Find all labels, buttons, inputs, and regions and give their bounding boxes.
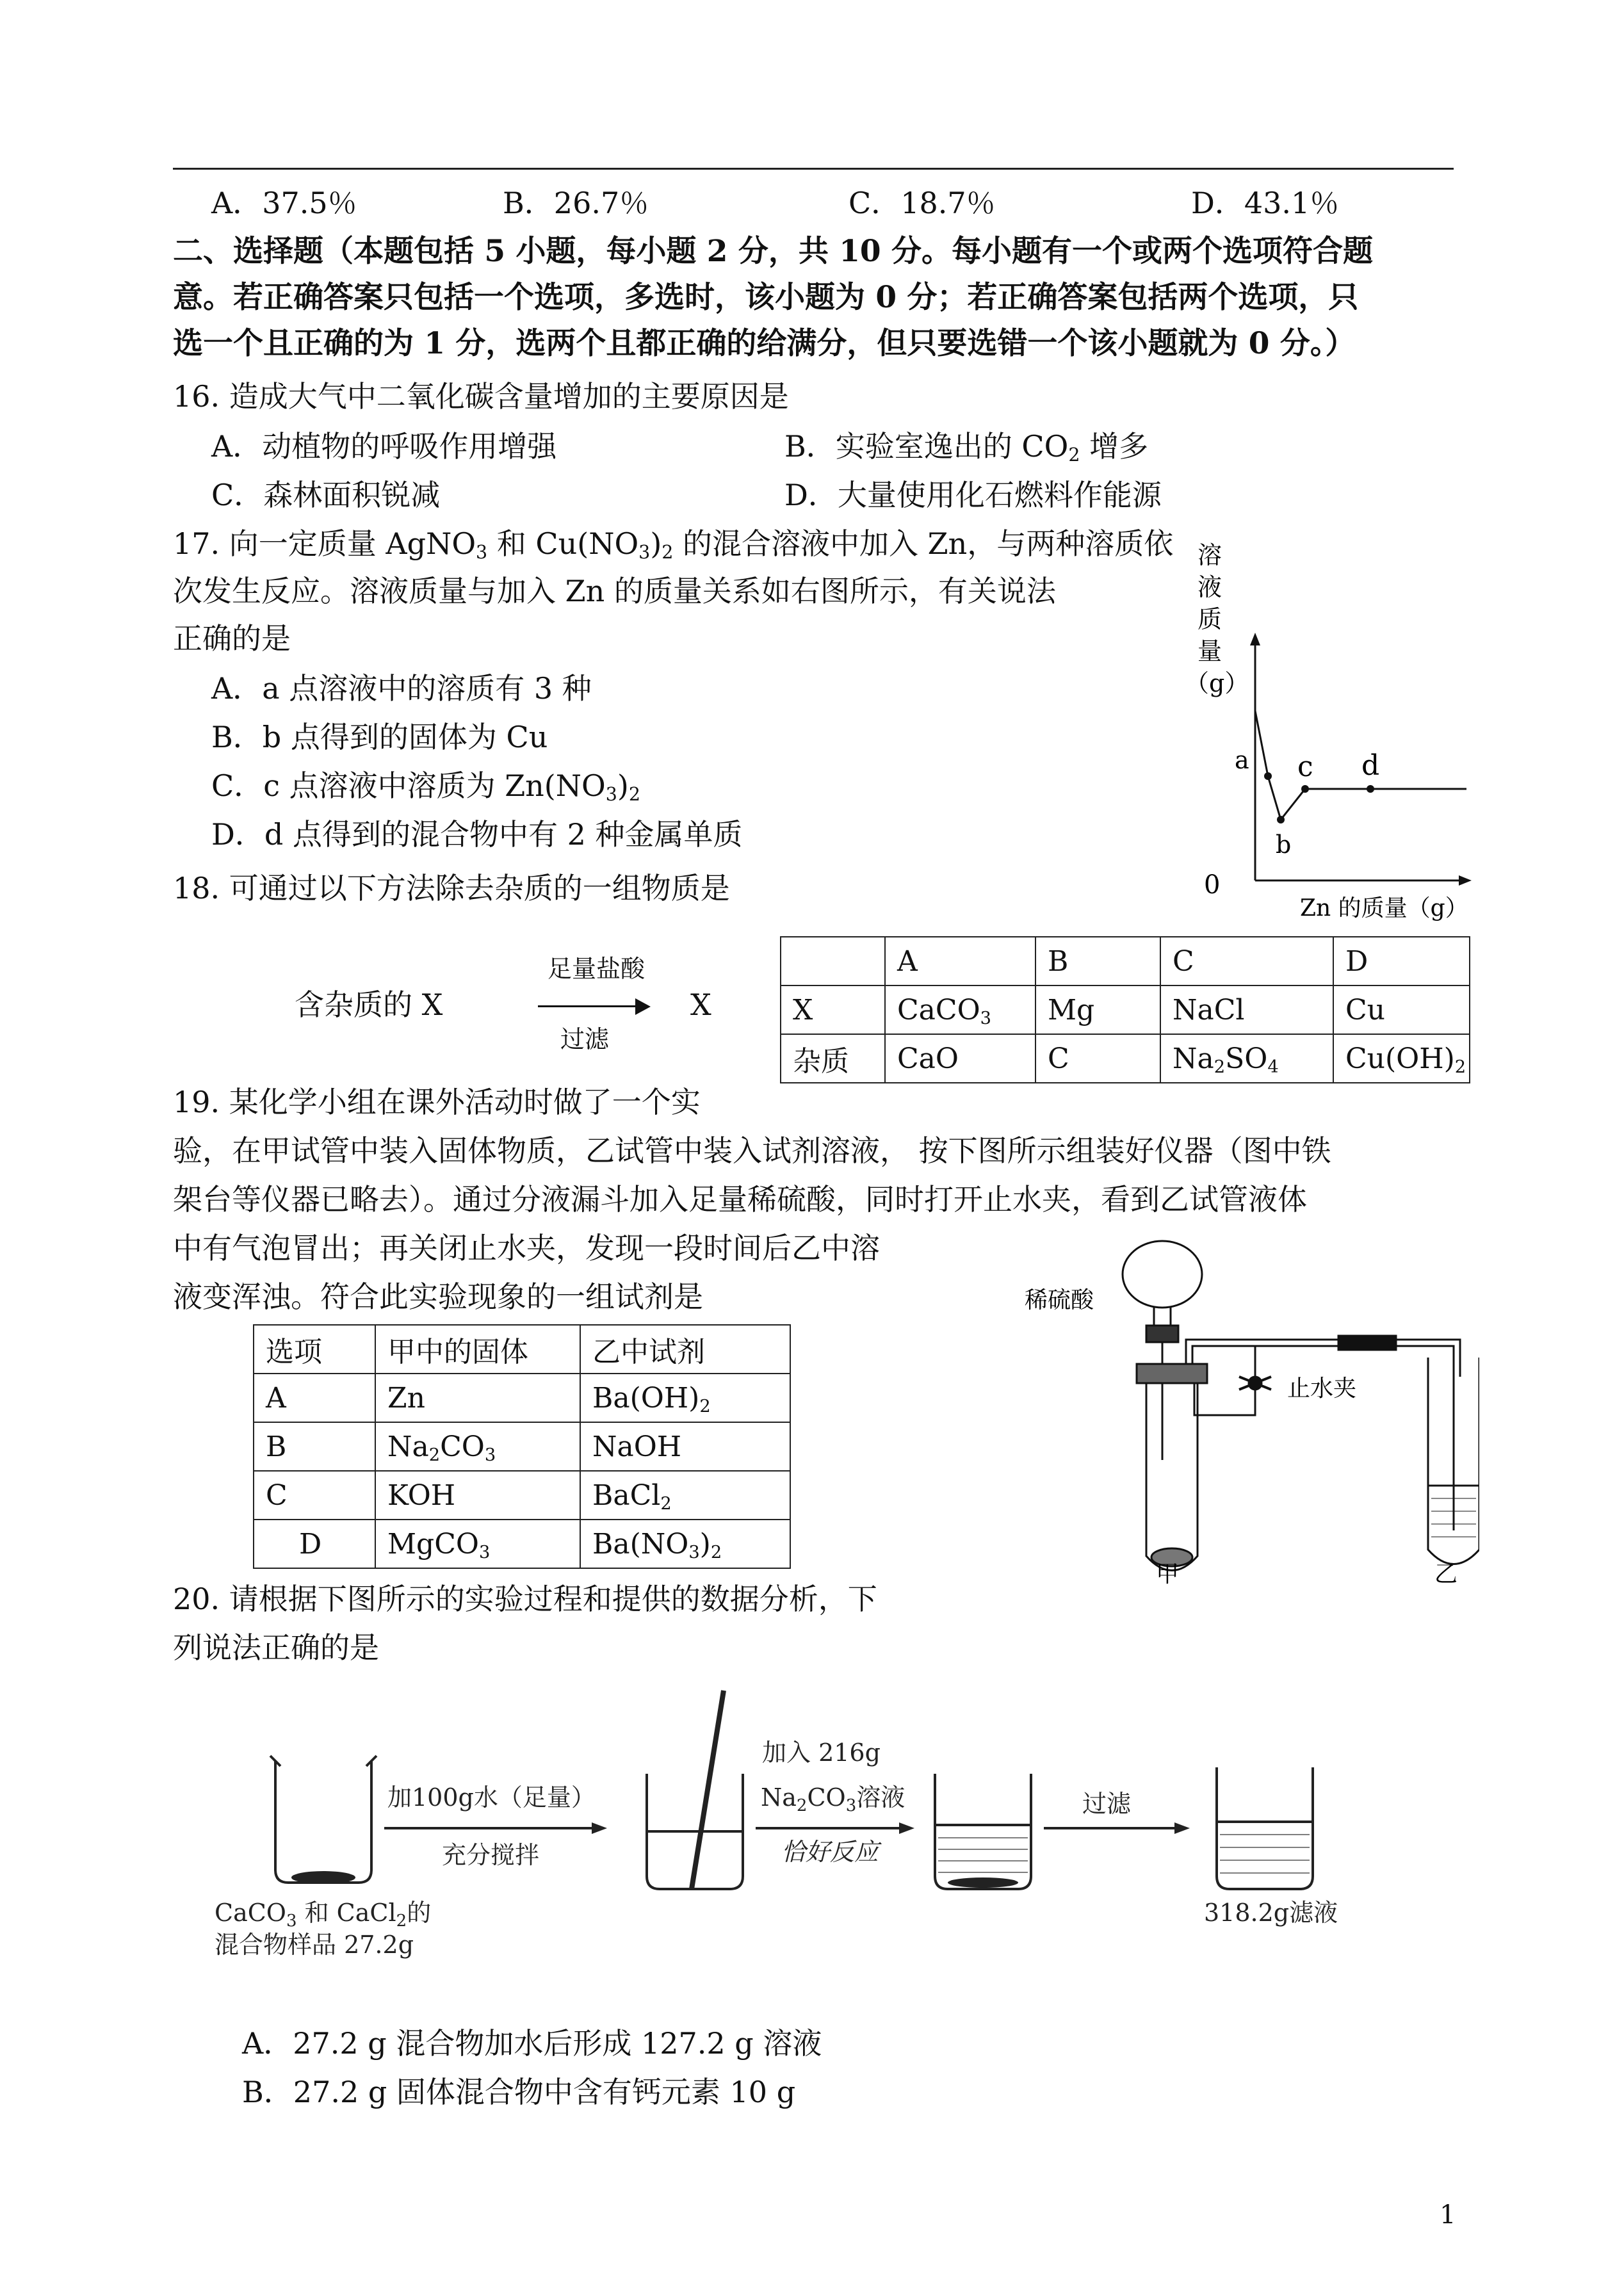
table-row — [254, 1520, 790, 1568]
q17-point-c — [1301, 785, 1309, 793]
q17-option-b: B．b 点得到的固体为 Cu — [211, 720, 548, 754]
q17-l1-b: 和 Cu(NO — [487, 526, 639, 561]
q17-l1-c: ) — [650, 526, 662, 561]
q17-l1-d: 的混合溶液中加入 Zn，与两种溶质依 — [673, 526, 1174, 561]
q18-scheme-below: 过滤 — [560, 1025, 610, 1053]
precipitate — [948, 1877, 1018, 1888]
q17-ylabel-2: 液 — [1198, 573, 1222, 601]
q15-option-c: C．18.7％ — [849, 186, 996, 220]
q16-b-text: B．实验室逸出的 CO — [784, 429, 1069, 464]
stirring-rod-icon — [692, 1691, 724, 1889]
q17-ylabel-1: 溶 — [1198, 541, 1222, 569]
q18-stem: 18. 可通过以下方法除去杂质的一组物质是 — [173, 871, 730, 905]
table-cell: 乙中试剂 — [580, 1325, 790, 1374]
q19-apparatus — [1018, 1229, 1479, 1588]
q15-option-a: A．37.5％ — [211, 186, 357, 220]
q18-scheme-left: 含杂质的 X — [295, 987, 443, 1022]
q17-c-text: C．c 点溶液中溶质为 Zn(NO — [211, 768, 606, 803]
q20-line2: 列说法正确的是 — [173, 1630, 379, 1665]
step2-mid: 溶液 — [856, 1783, 905, 1812]
svg-text:Na2CO3溶液: $Na_2CO_3$溶液 — [761, 1783, 905, 1815]
q17-graph-ylabel — [1185, 541, 1249, 697]
table-cell: B — [1035, 937, 1160, 985]
q17-xlabel: Zn 的质量（g） — [1300, 895, 1468, 921]
table-cell: C — [254, 1471, 375, 1520]
arrow-3-head-icon — [1174, 1822, 1190, 1834]
table-cell: Zn — [375, 1374, 580, 1422]
q17-origin: 0 — [1204, 870, 1221, 900]
section2-line3: 选一个且正确的为 1 分，选两个且都正确的给满分，但只要选错一个该小题就为 0 分。） — [173, 326, 1356, 361]
table-row — [254, 1325, 790, 1374]
q19-line5: 液变浑浊。符合此实验现象的一组试剂是 — [173, 1279, 703, 1314]
q17-option-d: D．d 点得到的混合物中有 2 种金属单质 — [211, 817, 743, 852]
table-cell: $Na_2SO_4$ — [1160, 1034, 1333, 1083]
table-cell: 甲中的固体 — [375, 1325, 580, 1374]
table-cell: A — [254, 1374, 375, 1422]
table-cell: KOH — [375, 1471, 580, 1520]
label-yi: 乙 — [1434, 1561, 1458, 1587]
q16-option-b — [784, 428, 1148, 465]
q17-l1-s1: 3 — [476, 542, 488, 564]
q17-c-s2: 2 — [628, 784, 640, 806]
step1-top: 加100g水（足量） — [387, 1783, 596, 1812]
q18-arrow-head-icon — [635, 998, 651, 1015]
q17-stem-line1 — [173, 525, 1173, 562]
q16-option-d: D．大量使用化石燃料作能源 — [784, 478, 1162, 512]
table-cell: NaCl — [1160, 985, 1333, 1034]
table-cell: NaOH — [580, 1422, 790, 1471]
step2-bottom: 恰好反应 — [781, 1838, 879, 1866]
table-cell: C — [1160, 937, 1333, 985]
q19-line4: 中有气泡冒出；再关闭止水夹，发现一段时间后乙中溶 — [173, 1231, 880, 1265]
q20-option-a: A．27.2 g 混合物加水后形成 127.2 g 溶液 — [242, 2026, 822, 2061]
table-cell: $Ba(OH)_2$ — [580, 1374, 790, 1422]
q16-stem: 16. 造成大气中二氧化碳含量增加的主要原因是 — [173, 379, 789, 414]
label-jia: 甲 — [1156, 1561, 1180, 1587]
table-row — [781, 937, 1470, 985]
stopper-jia-icon — [1137, 1364, 1207, 1383]
sample-solid — [291, 1871, 355, 1884]
table-cell: MgCO$_3$ — [375, 1520, 580, 1568]
table-cell: $Ba(NO_3)_2$ — [580, 1520, 790, 1568]
q17-x-arrow-icon — [1459, 875, 1472, 886]
q17-ylabel-5: （g） — [1185, 669, 1249, 697]
q20-option-b: B．27.2 g 固体混合物中含有钙元素 10 g — [242, 2075, 796, 2109]
q19-table — [253, 1324, 791, 1569]
table-cell: C — [1035, 1034, 1160, 1083]
q19-line2: 验，在甲试管中装入固体物质，乙试管中装入试剂溶液， 按下图所示组装好仪器（图中铁 — [173, 1133, 1331, 1168]
table-cell: $Na_2CO_3$ — [375, 1422, 580, 1471]
q17-ylabel-3: 质 — [1198, 605, 1222, 633]
q16-option-c: C．森林面积锐减 — [211, 478, 441, 512]
table-cell: D — [1333, 937, 1470, 985]
sample-label-2: 混合物样品 27.2g — [215, 1931, 414, 1959]
table-row — [254, 1422, 790, 1471]
page-number: 1 — [1440, 2200, 1456, 2230]
step3-label: 过滤 — [1082, 1790, 1132, 1818]
table-cell: CaO — [885, 1034, 1035, 1083]
table-cell: D — [254, 1520, 375, 1568]
funnel-bulb — [1123, 1241, 1202, 1308]
q17-stem-line3: 正确的是 — [173, 621, 291, 656]
q16-option-a: A．动植物的呼吸作用增强 — [211, 429, 557, 464]
table-cell: BaCl$_2$ — [580, 1471, 790, 1520]
q17-stem-line2: 次发生反应。溶液质量与加入 Zn 的质量关系如右图所示，有关说法 — [173, 574, 1056, 608]
q18-table — [780, 936, 1470, 1083]
q15-option-b: B．26.7％ — [503, 186, 649, 220]
q20-flow-diagram — [205, 1678, 1434, 1979]
table-row — [781, 1034, 1470, 1083]
q16-b-sub: 2 — [1068, 444, 1080, 466]
arrow-2-head-icon — [899, 1822, 914, 1834]
svg-text:CaCO3 和 CaCl2的: CaCO$_3$ 和 CaCl$_2$的 — [215, 1899, 432, 1931]
q19-line1: 19. 某化学小组在课外活动时做了一个实 — [173, 1085, 701, 1119]
beaker-3-icon — [935, 1774, 1031, 1889]
q16-b-post: 增多 — [1080, 429, 1149, 464]
table-cell: 选项 — [254, 1325, 375, 1374]
step2-top: 加入 216g — [762, 1739, 881, 1767]
q17-c-s1: 3 — [605, 784, 617, 806]
q17-graph — [1165, 531, 1498, 929]
step1-bottom: 充分搅拌 — [442, 1841, 540, 1869]
q17-l1-s2: 3 — [638, 542, 651, 564]
q17-option-a: A．a 点溶液中的溶质有 3 种 — [211, 671, 592, 706]
beaker-4-icon — [1217, 1767, 1313, 1889]
q15-option-d: D．43.1％ — [1191, 186, 1340, 220]
q17-label-c: c — [1297, 750, 1313, 783]
table-cell: CaCO$_3$ — [885, 985, 1035, 1034]
table-cell: 杂质 — [781, 1034, 885, 1083]
table-cell: X — [781, 985, 885, 1034]
q18-scheme-above: 足量盐酸 — [548, 955, 646, 983]
q17-point-b — [1277, 816, 1285, 823]
label-clamp: 止水夹 — [1287, 1375, 1357, 1402]
beaker-1-icon — [275, 1761, 371, 1883]
q20-line1: 20. 请根据下图所示的实验过程和提供的数据分析，下 — [173, 1582, 877, 1616]
q17-y-arrow-icon — [1250, 633, 1260, 645]
table-row — [254, 1374, 790, 1422]
q17-label-b: b — [1276, 831, 1292, 859]
q17-point-a — [1264, 772, 1272, 780]
section2-line2: 意。若正确答案只包括一个选项，多选时，该小题为 0 分；若正确答案包括两个选项，只 — [173, 280, 1359, 315]
sample-label-1: 的 — [407, 1899, 432, 1927]
label-dilute-acid: 稀硫酸 — [1025, 1287, 1094, 1313]
q17-l1-a: 17. 向一定质量 AgNO — [173, 526, 476, 561]
table-cell: B — [254, 1422, 375, 1471]
funnel-stopcock-icon — [1146, 1326, 1178, 1342]
arrow-1-head-icon — [592, 1822, 607, 1834]
table-cell: Mg — [1035, 985, 1160, 1034]
table-cell — [781, 937, 885, 985]
q17-ylabel-4: 量 — [1198, 637, 1222, 665]
table-cell: $Cu(OH)_2$ — [1333, 1034, 1470, 1083]
q17-point-d — [1367, 785, 1374, 793]
section2-line1: 二、选择题（本题包括 5 小题，每小题 2 分，共 10 分。每小题有一个或两个选项符合题 — [173, 234, 1373, 269]
table-row — [254, 1471, 790, 1520]
q17-label-a: a — [1235, 746, 1249, 774]
q17-curve — [1255, 711, 1428, 820]
q17-l1-s3: 2 — [662, 542, 674, 564]
table-cell: A — [885, 937, 1035, 985]
header-rule — [173, 168, 1454, 170]
test-tube-jia — [1146, 1378, 1198, 1571]
rubber-tube — [1338, 1336, 1396, 1350]
q17-c-mid: ) — [617, 768, 629, 803]
filtrate-label: 318.2g滤液 — [1204, 1899, 1338, 1927]
q18-scheme-right: X — [690, 987, 711, 1022]
table-row — [781, 985, 1470, 1034]
q17-option-c — [211, 767, 640, 804]
q18-arrow — [538, 1005, 640, 1007]
table-cell: Cu — [1333, 985, 1470, 1034]
q19-line3: 架台等仪器已略去）。通过分液漏斗加入足量稀硫酸，同时打开止水夹，看到乙试管液体 — [173, 1182, 1307, 1217]
q17-label-d: d — [1361, 749, 1380, 782]
